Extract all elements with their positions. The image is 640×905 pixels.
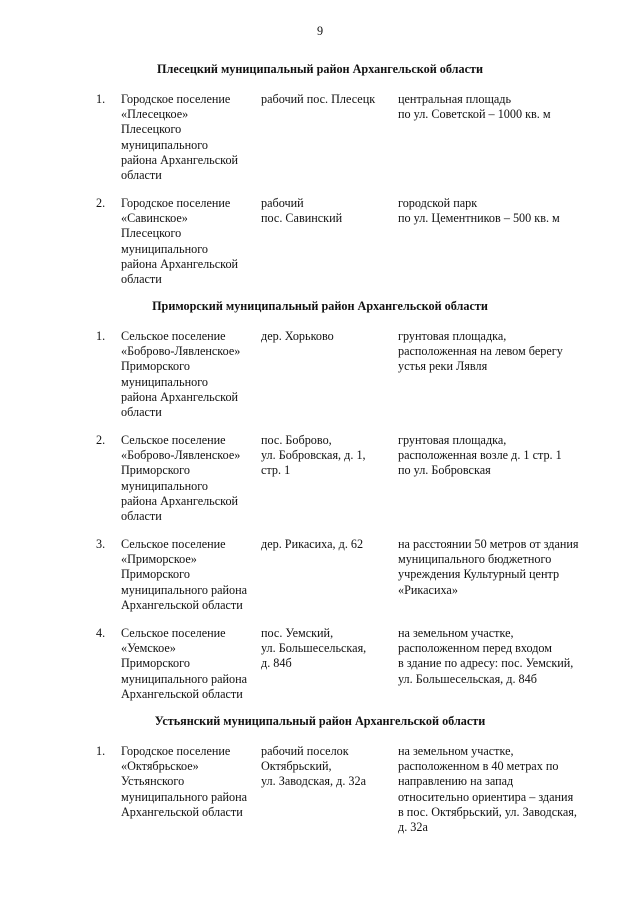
settlement-cell [121,433,261,524]
settlement-line: Городское поселение [121,196,231,210]
settlement-line: «Савинское» [121,211,188,226]
place-line: расположенная на левом берегу [398,344,563,359]
place-line: центральная площадь [398,92,512,106]
settlement-line: области [121,168,162,183]
page-number: 9 [316,24,324,38]
locality-line: пос. Уемский, [261,626,334,640]
settlement-cell [121,744,261,820]
settlement-line: Приморского [121,359,190,374]
settlement-line: Городское поселение [121,744,231,758]
settlement-line: муниципального района [121,789,248,804]
settlement-line: Архангельской области [121,686,243,701]
settlement-cell [121,626,261,702]
locality-cell [261,537,396,552]
settlement-line: Устьянского [121,774,185,789]
settlement-line: «Боброво-Лявленское» [121,344,241,359]
locality-line: дер. Хорьково [261,329,334,343]
place-cell [398,196,598,226]
locality-cell [261,433,396,479]
place-line: муниципального бюджетного [398,552,552,567]
settlement-line: Сельское поселение [121,626,226,640]
settlement-line: «Октябрьское» [121,759,199,774]
settlement-line: района Архангельской [121,152,239,167]
item-number: 2. [96,433,106,447]
place-line: в пос. Октябрьский, ул. Заводская, [398,804,577,819]
place-cell [398,329,598,375]
settlement-line: Приморского [121,656,190,671]
settlement-cell [121,537,261,613]
locality-cell [261,196,396,226]
settlement-line: муниципального района [121,671,248,686]
settlement-line: муниципального [121,241,208,256]
locality-line: пос. Боброво, [261,433,332,447]
settlement-line: Архангельской области [121,597,243,612]
settlement-line: «Плесецкое» [121,107,189,122]
place-line: в здание по адресу: пос. Уемский, [398,656,574,671]
locality-line: дер. Рикасиха, д. 62 [261,537,364,551]
item-number: 4. [96,626,106,640]
item-number: 3. [96,537,106,551]
locality-line: рабочий пос. Плесецк [261,92,376,106]
locality-cell [261,92,396,107]
locality-cell [261,626,396,672]
settlement-line: муниципального района [121,582,248,597]
settlement-line: района Архангельской [121,493,239,508]
locality-cell [261,329,396,344]
place-line: расположенном в 40 метрах по [398,759,559,774]
settlement-line: Сельское поселение [121,433,226,447]
place-line: ул. Большесельская, д. 84б [398,671,537,686]
place-line: по ул. Бобровская [398,463,491,478]
place-line: устья реки Лявля [398,359,488,374]
place-line: по ул. Цементников – 500 кв. м [398,211,560,226]
place-line: д. 32а [398,820,428,835]
place-line: учреждения Культурный центр [398,567,560,582]
settlement-line: Сельское поселение [121,537,226,551]
item-number: 2. [96,196,106,210]
item-number: 1. [96,744,106,758]
place-line: по ул. Советской – 1000 кв. м [398,107,551,122]
settlement-line: Приморского [121,463,190,478]
place-line: расположенная возле д. 1 стр. 1 [398,448,562,463]
place-line: относительно ориентира – здания [398,789,574,804]
locality-line: д. 84б [261,656,292,671]
settlement-line: муниципального [121,478,208,493]
place-line: грунтовая площадка, [398,433,507,447]
settlement-line: «Боброво-Лявленское» [121,448,241,463]
place-line: на земельном участке, [398,626,514,640]
locality-line: ул. Заводская, д. 32а [261,774,367,789]
settlement-cell [121,329,261,420]
locality-line: рабочий поселок [261,744,349,758]
settlement-line: области [121,509,162,524]
place-line: грунтовая площадка, [398,329,507,343]
place-line: направлению на запад [398,774,514,789]
item-number: 1. [96,329,106,343]
settlement-line: Приморского [121,567,190,582]
settlement-line: муниципального [121,374,208,389]
locality-line: Октябрьский, [261,759,332,774]
locality-line: рабочий [261,196,304,210]
settlement-line: района Архангельской [121,389,239,404]
section-title: Плесецкий муниципальный район Архангельской области [157,62,483,76]
locality-line: ул. Большесельская, [261,641,367,656]
place-line: расположенном перед входом [398,641,552,656]
place-cell [398,626,598,687]
settlement-line: района Архангельской [121,256,239,271]
settlement-line: области [121,405,162,420]
settlement-cell [121,196,261,287]
place-cell [398,744,598,835]
locality-line: пос. Савинский [261,211,343,226]
item-number: 1. [96,92,106,106]
settlement-line: области [121,272,162,287]
locality-cell [261,744,396,790]
place-cell [398,433,598,479]
place-line: городской парк [398,196,478,210]
settlement-cell [121,92,261,183]
settlement-line: Архангельской области [121,804,243,819]
settlement-line: Городское поселение [121,92,231,106]
section-title: Приморский муниципальный район Архангельской области [152,299,488,313]
place-line: на расстоянии 50 метров от здания [398,537,579,551]
settlement-line: муниципального [121,137,208,152]
place-cell [398,92,598,122]
section-title: Устьянский муниципальный район Архангельской области [154,714,486,728]
settlement-line: Плесецкого [121,226,182,241]
place-line: на земельном участке, [398,744,514,758]
settlement-line: Сельское поселение [121,329,226,343]
place-line: «Рикасиха» [398,582,458,597]
locality-line: ул. Бобровская, д. 1, [261,448,366,463]
settlement-line: «Уемское» [121,641,176,656]
settlement-line: «Приморское» [121,552,197,567]
settlement-line: Плесецкого [121,122,182,137]
locality-line: стр. 1 [261,463,291,478]
place-cell [398,537,598,598]
